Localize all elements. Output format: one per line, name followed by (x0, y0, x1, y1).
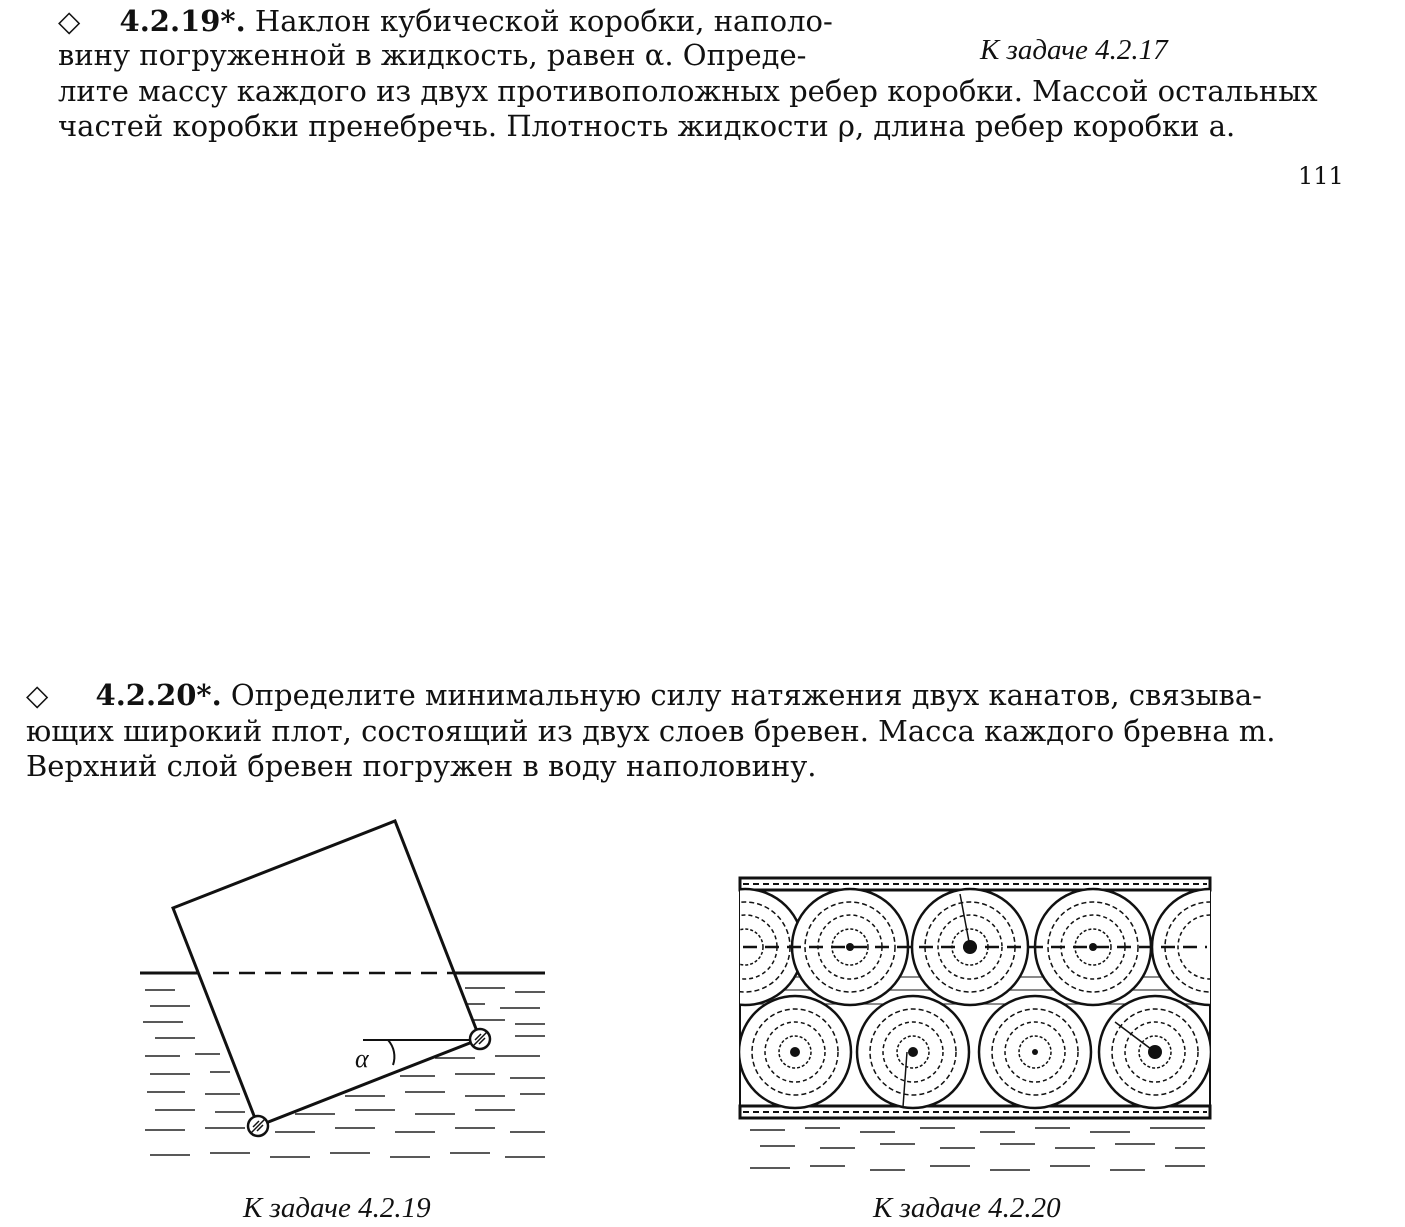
log-lower-4 (1099, 996, 1211, 1108)
problem-text: Определите минимальную силу натяжения двух канатов, связыва- (230, 678, 1262, 712)
log-lower-2 (857, 996, 969, 1108)
problem-4-2-19-line-3: лите массу каждого из двух противоположных ребер коробки. Массой остальных (58, 74, 1318, 108)
log-lower-1 (739, 996, 851, 1108)
diamond-marker-icon: ◇ (26, 678, 49, 712)
caption-4-2-19: К задаче 4.2.19 (243, 1192, 431, 1224)
page-number: 111 (1298, 162, 1344, 190)
edge-mass-bottom-left (248, 1116, 268, 1136)
problem-4-2-19-line-4: частей коробки пренебречь. Плотность жидкости ρ, длина ребер коробки a. (58, 109, 1236, 143)
problem-text: Наклон кубической коробки, наполо- (254, 4, 833, 38)
problem-4-2-20-line-1 (26, 678, 1262, 712)
problem-number: 4.2.20*. (95, 678, 222, 712)
caption-4-2-20: К задаче 4.2.20 (873, 1192, 1061, 1224)
tilted-box-figure (135, 810, 555, 1170)
diamond-marker-icon: ◇ (58, 4, 81, 38)
lower-log-layer (739, 996, 1211, 1108)
edge-mass-top-right (470, 1029, 490, 1049)
log-lower-3 (979, 996, 1091, 1108)
problem-4-2-19-line-2: вину погруженной в жидкость, равен α. Опреде- (58, 38, 807, 72)
problem-4-2-20-line-2: ющих широкий плот, состоящий из двух слоев бревен. Масса каждого бревна m. (26, 714, 1276, 748)
caption-4-2-17: К задаче 4.2.17 (980, 34, 1168, 66)
problem-4-2-20-line-3: Верхний слой бревен погружен в воду наполовину. (26, 749, 817, 783)
water-below-raft (750, 1128, 1205, 1170)
log-raft-figure (735, 872, 1215, 1182)
problem-4-2-19-line-1 (58, 4, 833, 38)
angle-alpha-label: α (355, 1044, 369, 1073)
problem-number: 4.2.19*. (119, 4, 246, 38)
